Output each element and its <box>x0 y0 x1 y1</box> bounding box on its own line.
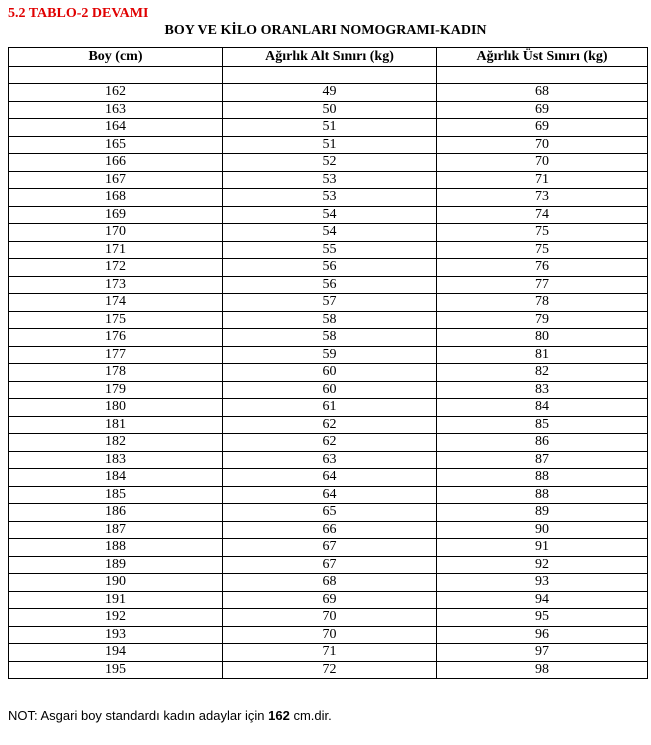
weight-upper-cell: 73 <box>437 189 648 207</box>
weight-lower-cell: 50 <box>223 101 437 119</box>
weight-lower-cell: 60 <box>223 381 437 399</box>
weight-lower-cell: 55 <box>223 241 437 259</box>
height-cell: 192 <box>9 609 223 627</box>
weight-upper-cell: 71 <box>437 171 648 189</box>
footnote-prefix: NOT: Asgari boy standardı kadın adaylar için <box>8 708 269 723</box>
weight-upper-cell: 75 <box>437 241 648 259</box>
weight-lower-cell: 54 <box>223 206 437 224</box>
weight-lower-cell: 56 <box>223 259 437 277</box>
weight-lower-cell: 65 <box>223 504 437 522</box>
height-cell: 164 <box>9 119 223 137</box>
height-cell: 162 <box>9 84 223 102</box>
table-row <box>9 609 648 627</box>
height-cell: 185 <box>9 486 223 504</box>
weight-upper-cell: 86 <box>437 434 648 452</box>
table-row <box>9 539 648 557</box>
weight-upper-cell: 87 <box>437 451 648 469</box>
column-header-height: Boy (cm) <box>9 48 223 67</box>
table-row <box>9 101 648 119</box>
weight-lower-cell: 67 <box>223 556 437 574</box>
empty-cell <box>9 67 223 84</box>
height-cell: 195 <box>9 661 223 679</box>
weight-upper-cell: 70 <box>437 136 648 154</box>
footnote-suffix: cm.dir. <box>289 708 332 723</box>
weight-upper-cell: 81 <box>437 346 648 364</box>
height-cell: 190 <box>9 574 223 592</box>
weight-upper-cell: 79 <box>437 311 648 329</box>
weight-upper-cell: 88 <box>437 486 648 504</box>
height-cell: 172 <box>9 259 223 277</box>
table-row <box>9 434 648 452</box>
weight-upper-cell: 82 <box>437 364 648 382</box>
weight-lower-cell: 62 <box>223 434 437 452</box>
height-cell: 193 <box>9 626 223 644</box>
height-cell: 170 <box>9 224 223 242</box>
empty-cell <box>223 67 437 84</box>
column-header-weight-upper: Ağırlık Üst Sınırı (kg) <box>437 48 648 67</box>
weight-upper-cell: 88 <box>437 469 648 487</box>
weight-lower-cell: 51 <box>223 119 437 137</box>
height-cell: 173 <box>9 276 223 294</box>
column-header-weight-lower: Ağırlık Alt Sınırı (kg) <box>223 48 437 67</box>
height-cell: 163 <box>9 101 223 119</box>
height-cell: 188 <box>9 539 223 557</box>
table-row <box>9 119 648 137</box>
height-cell: 175 <box>9 311 223 329</box>
weight-lower-cell: 49 <box>223 84 437 102</box>
table-row <box>9 661 648 679</box>
weight-lower-cell: 68 <box>223 574 437 592</box>
height-cell: 177 <box>9 346 223 364</box>
weight-upper-cell: 69 <box>437 101 648 119</box>
weight-lower-cell: 57 <box>223 294 437 312</box>
height-cell: 178 <box>9 364 223 382</box>
weight-lower-cell: 61 <box>223 399 437 417</box>
weight-lower-cell: 51 <box>223 136 437 154</box>
height-cell: 166 <box>9 154 223 172</box>
weight-lower-cell: 54 <box>223 224 437 242</box>
weight-upper-cell: 77 <box>437 276 648 294</box>
weight-upper-cell: 84 <box>437 399 648 417</box>
height-cell: 184 <box>9 469 223 487</box>
weight-upper-cell: 83 <box>437 381 648 399</box>
table-row <box>9 329 648 347</box>
weight-upper-cell: 70 <box>437 154 648 172</box>
height-cell: 194 <box>9 644 223 662</box>
table-header-row <box>9 48 648 67</box>
height-cell: 180 <box>9 399 223 417</box>
weight-upper-cell: 75 <box>437 224 648 242</box>
table-title: BOY VE KİLO ORANLARI NOMOGRAMI-KADIN <box>164 23 487 38</box>
weight-upper-cell: 95 <box>437 609 648 627</box>
height-cell: 165 <box>9 136 223 154</box>
section-title: 5.2 TABLO-2 DEVAMI <box>8 6 149 21</box>
weight-upper-cell: 97 <box>437 644 648 662</box>
weight-lower-cell: 69 <box>223 591 437 609</box>
weight-upper-cell: 74 <box>437 206 648 224</box>
height-cell: 186 <box>9 504 223 522</box>
table-row <box>9 626 648 644</box>
table-row <box>9 364 648 382</box>
weight-lower-cell: 71 <box>223 644 437 662</box>
weight-upper-cell: 85 <box>437 416 648 434</box>
table-row <box>9 189 648 207</box>
table-row <box>9 504 648 522</box>
weight-lower-cell: 60 <box>223 364 437 382</box>
weight-upper-cell: 91 <box>437 539 648 557</box>
height-cell: 183 <box>9 451 223 469</box>
table-row <box>9 381 648 399</box>
height-cell: 182 <box>9 434 223 452</box>
table-row <box>9 591 648 609</box>
table-body <box>9 84 648 679</box>
table-row <box>9 346 648 364</box>
weight-lower-cell: 70 <box>223 626 437 644</box>
table-row <box>9 171 648 189</box>
table-row <box>9 469 648 487</box>
height-cell: 181 <box>9 416 223 434</box>
table-row <box>9 399 648 417</box>
height-cell: 169 <box>9 206 223 224</box>
footnote-value: 162 <box>268 708 290 723</box>
weight-upper-cell: 94 <box>437 591 648 609</box>
weight-upper-cell: 96 <box>437 626 648 644</box>
weight-lower-cell: 64 <box>223 486 437 504</box>
table-row <box>9 574 648 592</box>
table-row <box>9 136 648 154</box>
footnote <box>8 708 332 723</box>
table-row <box>9 521 648 539</box>
height-cell: 168 <box>9 189 223 207</box>
weight-lower-cell: 64 <box>223 469 437 487</box>
table-row <box>9 451 648 469</box>
height-cell: 189 <box>9 556 223 574</box>
table-row <box>9 259 648 277</box>
weight-lower-cell: 56 <box>223 276 437 294</box>
table-row <box>9 206 648 224</box>
table-row <box>9 276 648 294</box>
weight-lower-cell: 67 <box>223 539 437 557</box>
weight-upper-cell: 90 <box>437 521 648 539</box>
weight-lower-cell: 63 <box>223 451 437 469</box>
weight-lower-cell: 52 <box>223 154 437 172</box>
weight-upper-cell: 89 <box>437 504 648 522</box>
weight-upper-cell: 69 <box>437 119 648 137</box>
weight-upper-cell: 68 <box>437 84 648 102</box>
table-row <box>9 84 648 102</box>
table-row <box>9 154 648 172</box>
table-row <box>9 486 648 504</box>
weight-lower-cell: 70 <box>223 609 437 627</box>
table-row <box>9 241 648 259</box>
weight-lower-cell: 53 <box>223 189 437 207</box>
weight-lower-cell: 72 <box>223 661 437 679</box>
height-cell: 187 <box>9 521 223 539</box>
height-cell: 191 <box>9 591 223 609</box>
height-cell: 174 <box>9 294 223 312</box>
weight-upper-cell: 98 <box>437 661 648 679</box>
height-cell: 171 <box>9 241 223 259</box>
table-row <box>9 644 648 662</box>
weight-upper-cell: 93 <box>437 574 648 592</box>
weight-lower-cell: 58 <box>223 329 437 347</box>
table-row <box>9 294 648 312</box>
weight-upper-cell: 92 <box>437 556 648 574</box>
weight-lower-cell: 59 <box>223 346 437 364</box>
empty-cell <box>437 67 648 84</box>
weight-upper-cell: 78 <box>437 294 648 312</box>
weight-lower-cell: 53 <box>223 171 437 189</box>
height-cell: 176 <box>9 329 223 347</box>
weight-lower-cell: 66 <box>223 521 437 539</box>
weight-lower-cell: 58 <box>223 311 437 329</box>
weight-lower-cell: 62 <box>223 416 437 434</box>
height-cell: 179 <box>9 381 223 399</box>
table-row <box>9 416 648 434</box>
table-row <box>9 311 648 329</box>
table-row <box>9 224 648 242</box>
table-empty-row <box>9 67 648 84</box>
nomogram-table <box>8 47 648 679</box>
weight-upper-cell: 76 <box>437 259 648 277</box>
weight-upper-cell: 80 <box>437 329 648 347</box>
table-row <box>9 556 648 574</box>
height-cell: 167 <box>9 171 223 189</box>
